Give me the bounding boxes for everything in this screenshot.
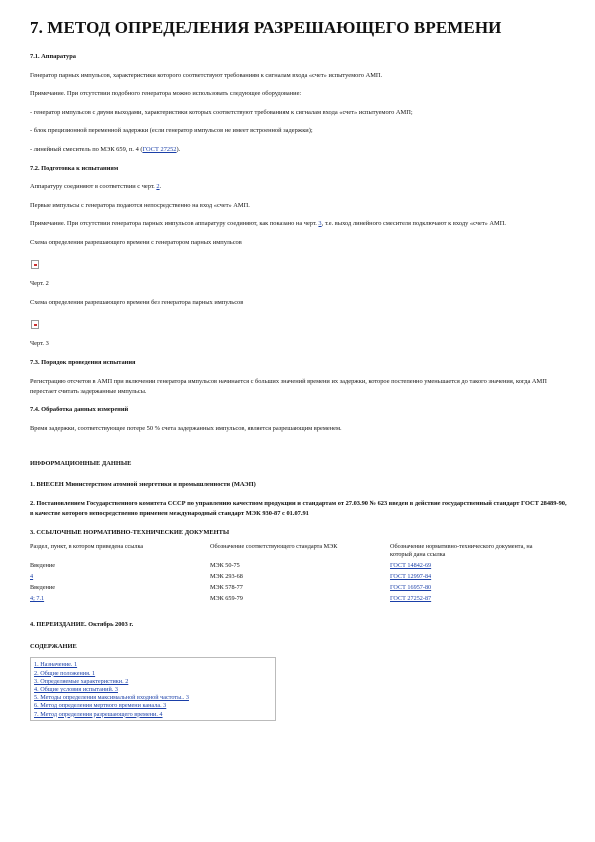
info-item-4: 4. ПЕРЕИЗДАНИЕ. Октябрь 2003 г. (30, 621, 134, 629)
link-gost[interactable]: ГОСТ 12997-84 (390, 573, 432, 581)
figure-label: Черт. 3 (30, 339, 49, 347)
broken-image-icon (31, 320, 39, 329)
text: Примечание. При отсутствии генератора парных импульсов аппаратуру соединяют, как показано на черт. (30, 220, 319, 228)
table-row (30, 584, 545, 595)
page-title: 7. МЕТОД ОПРЕДЕЛЕНИЯ РАЗРЕШАЮЩЕГО ВРЕМЕНИ (30, 18, 502, 37)
section-7-3-heading: 7.3. Порядок проведения испытания (30, 359, 136, 367)
table-cell: МЭК 50-75 (210, 562, 240, 570)
text: - линейный смеситель по МЭК 659, п. 4 ( (30, 145, 143, 153)
section-7-2-heading: 7.2. Подготовка к испытаниям (30, 164, 119, 172)
section-7-1-heading: 7.1. Аппаратура (30, 53, 76, 60)
toc-link[interactable]: 3. Определяемые характеристики. 2 (34, 677, 129, 685)
info-item-1: 1. ВНЕСЕН Министерством атомной энергетики и промышленности (МАЭП) (30, 480, 256, 488)
table-cell (30, 595, 210, 606)
broken-image-icon (31, 260, 39, 269)
table-header-cell: Раздел, пункт, в котором приведена ссылка (30, 543, 144, 551)
paragraph: Генератор парных импульсов, характеристики которого соответствуют требованиям к сигналам входа «счет» испытуемого АМП. (30, 71, 383, 79)
table-cell (390, 584, 545, 595)
text: Аппаратуру соединяют в соответствии с черт. (30, 183, 157, 191)
table-header-cell: Обозначение соответствующего стандарта МЭК (210, 543, 338, 551)
paragraph: Время задержки, соответствующее потере 50 % счета задержанных импульсов, является разрешающим временем. (30, 424, 342, 432)
paragraph: Примечание. При отсутствии подобного генератора можно использовать следующее оборудование: (30, 90, 302, 98)
link-gost[interactable]: ГОСТ 14842-69 (390, 562, 432, 570)
table-cell: МЭК 293-68 (210, 573, 243, 581)
paragraph: Регистрацию отсчетов в АМП при включении генератора импульсов начинается с больших значений времени их задержки, которое постепенно уменьшается до такого значения, когда АМП перестает считать задержанные импульсы. (30, 377, 547, 395)
table-of-contents (30, 657, 276, 720)
text: . (159, 183, 162, 191)
toc-link[interactable]: 7. Метод определения разрешающего времени. 4 (34, 710, 163, 718)
link-fig-3[interactable]: 3 (318, 220, 322, 228)
table-cell: Введение (30, 584, 55, 592)
figure-label: Черт. 2 (30, 279, 49, 287)
toc-link[interactable]: 1. Назначение. 1 (34, 661, 78, 669)
paragraph (30, 182, 570, 192)
references-table (30, 543, 545, 606)
table-cell: МЭК 659-79 (210, 595, 243, 603)
toc-link[interactable]: 5. Методы определения максимальной входной частоты.. 3 (34, 694, 189, 702)
table-cell: Введение (30, 562, 55, 570)
paragraph: Первые импульсы с генератора подаются непосредственно на вход «счет» АМП. (30, 201, 250, 209)
toc-title: СОДЕРЖАНИЕ (30, 642, 77, 650)
toc-item (34, 686, 272, 694)
document (30, 18, 570, 721)
toc-item (34, 694, 272, 702)
table-cell (390, 595, 545, 606)
table-cell: МЭК 578-77 (210, 584, 243, 592)
text: ). (176, 145, 181, 153)
table-row (30, 595, 545, 606)
table-row (30, 573, 545, 584)
text: , т.е. выход линейного смесителя подключают к входу «счет» АМП. (321, 220, 506, 228)
paragraph (30, 219, 570, 229)
table-row (30, 562, 545, 573)
section-7-4-heading: 7.4. Обработка данных измерений (30, 406, 129, 414)
toc-link[interactable]: 4. Общие условия испытаний. 3 (34, 686, 118, 694)
link-gost[interactable]: ГОСТ 16957-80 (390, 584, 432, 592)
paragraph: - генератор импульсов с двумя выходами, характеристики которых соответствуют требованиям к сигналам входа «счет» испытуемого АМП; (30, 108, 413, 116)
toc-item (34, 711, 272, 719)
paragraph: - блок прецизионной переменной задержки (если генератор импульсов не имеет встроенной задержки); (30, 127, 313, 135)
table-cell (390, 562, 545, 573)
info-title: ИНФОРМАЦИОННЫЕ ДАННЫЕ (30, 460, 132, 468)
toc-item (34, 678, 272, 686)
toc-item (34, 670, 272, 678)
link-gost[interactable]: ГОСТ 27252-87 (390, 595, 432, 603)
paragraph (30, 145, 570, 155)
figure-caption: Схема определения разрешающего времени без генератора парных импульсов (30, 299, 244, 307)
table-cell (30, 573, 210, 584)
table-header-row (30, 543, 545, 562)
toc-item (34, 702, 272, 710)
link-gost-27252[interactable]: ГОСТ 27252 (142, 145, 177, 153)
toc-link[interactable]: 2. Общие положения. 1 (34, 669, 96, 677)
info-item-3: 3. ССЫЛОЧНЫЕ НОРМАТИВНО-ТЕХНИЧЕСКИЕ ДОКУМЕНТЫ (30, 528, 230, 536)
table-header-cell: Обозначение нормативно-технического документа, на который дана ссылка (390, 543, 533, 559)
info-item-2: 2. Постановлением Государственного комитета СССР по управлению качеством продукции и стандартам от 27.03.90 № 623 введен в действие государственный стандарт ГОСТ 28489-90, в качестве которого непосредственно применен международный стандарт МЭК 930-87 с 01.07.91 (30, 500, 567, 518)
toc-link[interactable]: 6. Метод определения мертвого времени канала. 3 (34, 702, 167, 710)
figure-caption: Схема определения разрешающего времени с генератором парных импульсов (30, 238, 242, 246)
link-section[interactable]: 4; 7.1 (30, 595, 45, 603)
link-fig-2[interactable]: 2 (156, 183, 160, 191)
toc-item (34, 661, 272, 669)
table-cell (390, 573, 545, 584)
link-section[interactable]: 4 (30, 573, 34, 581)
